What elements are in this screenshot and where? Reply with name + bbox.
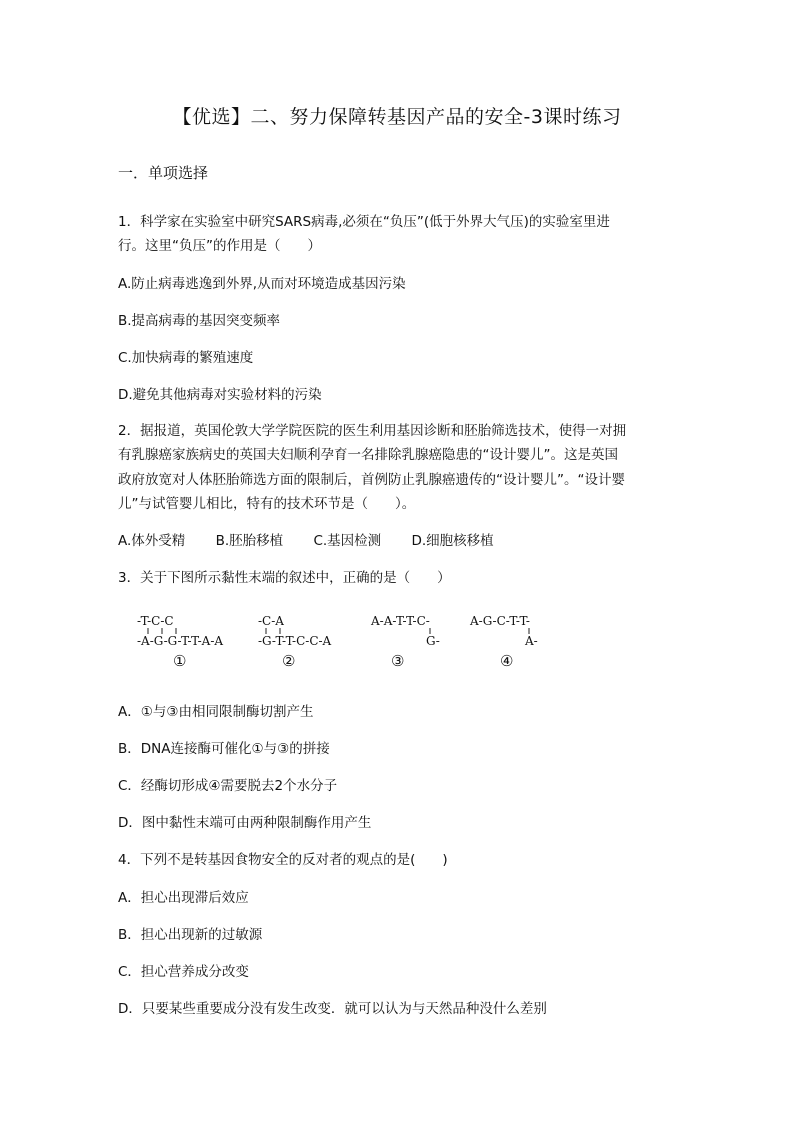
dna-2-top-strand: -C-A — [258, 614, 284, 628]
q4-option-a: A．担心出现滞后效应 — [118, 890, 249, 906]
dna-4-top-strand: A-G-C-T-T- — [470, 614, 530, 628]
q1-option-c: C.加快病毒的繁殖速度 — [118, 350, 254, 366]
q3-option-b: B．DNA连接酶可催化①与③的拼接 — [118, 741, 330, 757]
dna-1-label: ① — [173, 652, 187, 670]
q2-option-c: C.基因检测 — [313, 533, 382, 549]
dna-1-bottom-strand: -A-G-G-T-T-A-A — [137, 634, 224, 648]
dna-2-label: ② — [282, 652, 296, 670]
q2-option-d: D.细胞核移植 — [411, 533, 494, 549]
q2-option-a: A.体外受精 — [118, 533, 186, 549]
q1-option-b: B.提高病毒的基因突变频率 — [118, 313, 281, 329]
q2-stem-line3: 政府放宽对人体胚胎筛选方面的限制后，首例防止乳腺癌遗传的“设计婴儿”。“设计婴 — [118, 472, 625, 488]
dna-1-top-strand: -T-C-C — [137, 614, 174, 628]
section-heading: 一．单项选择 — [118, 164, 209, 182]
page-title: 【优选】二、努力保障转基因产品的安全-3课时练习 — [172, 106, 622, 128]
q2-stem-line1: 2．据报道，英国伦敦大学学院医院的医生利用基因诊断和胚胎筛选技术，使得一对拥 — [118, 423, 627, 439]
q4-option-c: C．担心营养成分改变 — [118, 964, 249, 980]
q2-options — [118, 529, 520, 549]
q3-option-a: A．①与③由相同限制酶切割产生 — [118, 704, 314, 720]
q3-option-d: D．图中黏性末端可由两种限制酶作用产生 — [118, 815, 372, 831]
q4-option-b: B．担心出现新的过敏源 — [118, 927, 263, 943]
dna-3-top-strand: A-A-T-T-C- — [371, 614, 430, 628]
dna-2-bottom-strand: -G-T-T-C-C-A — [258, 634, 332, 648]
dna-4-label: ④ — [500, 652, 514, 670]
dna-4-bottom-strand: A- — [525, 634, 538, 648]
q2-option-b: B.胚胎移植 — [215, 533, 284, 549]
q3-stem: 3．关于下图所示黏性末端的叙述中，正确的是（ ） — [118, 570, 451, 586]
dna-3-label: ③ — [391, 652, 405, 670]
q2-stem-line2: 有乳腺癌家族病史的英国夫妇顺利孕育一名排除乳腺癌隐患的“设计婴儿”。这是英国 — [118, 447, 618, 463]
dna-3-bottom-strand: G- — [426, 634, 440, 648]
q1-option-a: A.防止病毒逃逸到外界,从而对环境造成基因污染 — [118, 276, 406, 292]
q1-option-d: D.避免其他病毒对实验材料的污染 — [118, 387, 322, 403]
q3-option-c: C．经酶切形成④需要脱去2个水分子 — [118, 778, 338, 794]
q1-stem-line2: 行。这里“负压”的作用是（ ） — [118, 238, 321, 254]
q2-stem-line4: 儿”与试管婴儿相比，特有的技术环节是（ ）。 — [118, 496, 416, 512]
q4-stem: 4．下列不是转基因食物安全的反对者的观点的是( ) — [118, 852, 448, 868]
q1-stem-line1: 1．科学家在实验室中研究SARS病毒,必须在“负压”(低于外界大气压)的实验室里进 — [118, 214, 610, 230]
q4-option-d: D．只要某些重要成分没有发生改变．就可以认为与天然品种没什么差别 — [118, 1001, 547, 1017]
